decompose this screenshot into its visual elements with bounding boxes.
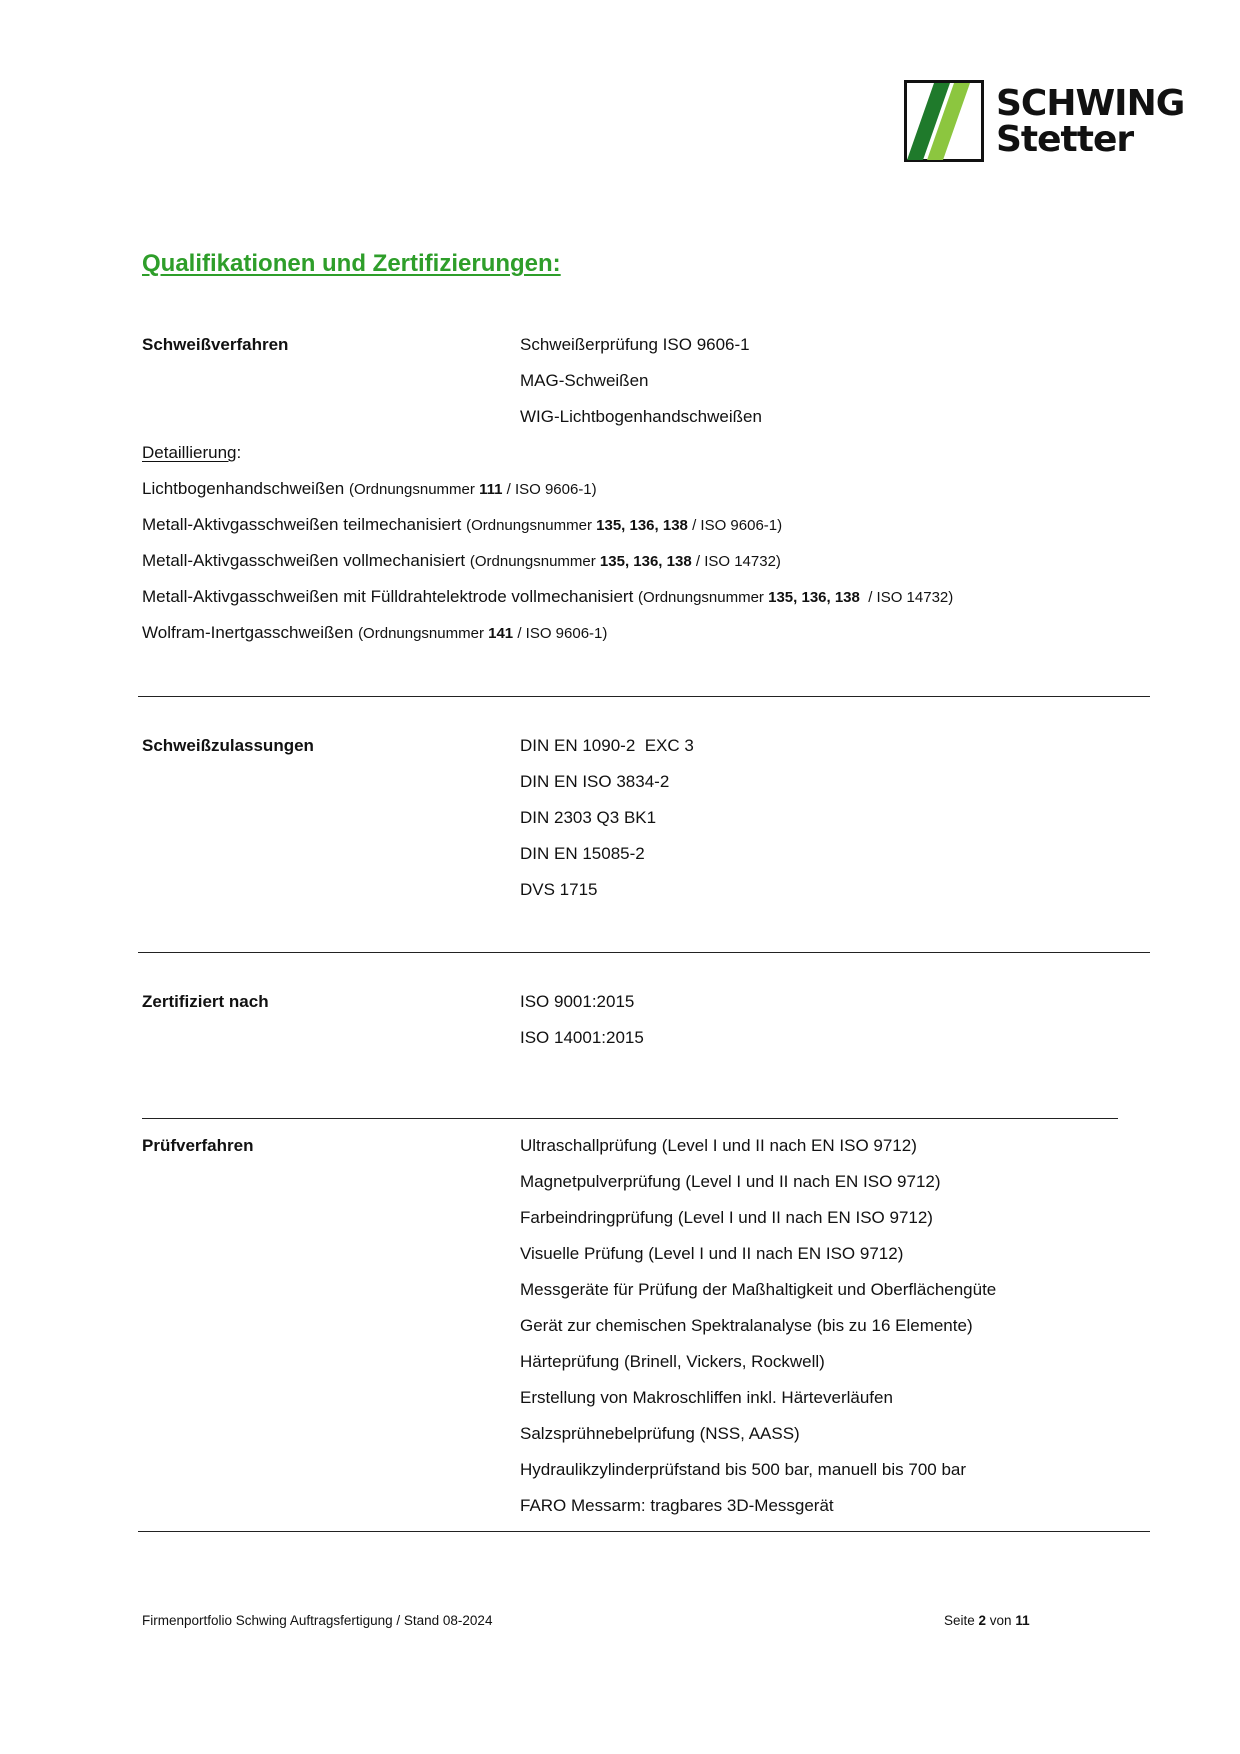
page-total: 11 <box>1015 1613 1030 1628</box>
detail-ref-prefix: (Ordnungsnummer <box>358 625 489 642</box>
value-item: Salzsprühnebelprüfung (NSS, AASS) <box>520 1424 800 1443</box>
detail-ref-standard: / ISO 9606-1) <box>502 481 597 498</box>
detail-ref-standard: / ISO 14732) <box>691 553 781 570</box>
value-item: ISO 14001:2015 <box>520 1028 644 1047</box>
detail-ref-numbers: 141 <box>488 625 514 642</box>
section-label-schweisszulassungen: Schweißzulassungen <box>142 736 314 755</box>
detail-ref-standard: / ISO 14732) <box>859 589 954 606</box>
section-label-pruefverfahren: Prüfverfahren <box>142 1136 254 1155</box>
page-prefix: Seite <box>944 1613 979 1628</box>
value-item: DIN EN 1090-2 EXC 3 <box>520 736 694 755</box>
section-label-schweissverfahren: Schweißverfahren <box>142 335 289 354</box>
detail-ref-prefix: (Ordnungsnummer <box>469 553 600 570</box>
detail-ref-prefix: (Ordnungsnummer <box>466 517 597 534</box>
detail-ref-numbers: 135, 136, 138 <box>596 517 688 534</box>
value-item: Visuelle Prüfung (Level I und II nach EN ISO 9712) <box>520 1244 904 1263</box>
value-item: Ultraschallprüfung (Level I und II nach EN ISO 9712) <box>520 1136 917 1155</box>
value-item: MAG-Schweißen <box>520 371 649 390</box>
section-divider <box>142 1118 1118 1119</box>
detail-line <box>142 586 953 609</box>
footer-document-info: Firmenportfolio Schwing Auftragsfertigung / Stand 08-2024 <box>142 1613 493 1628</box>
value-item: DIN EN 15085-2 <box>520 844 645 863</box>
logo-line1: SCHWING <box>996 83 1185 124</box>
detail-ref-numbers: 135, 136, 138 <box>599 553 692 570</box>
page-separator: von <box>986 1613 1016 1628</box>
detail-process-name: Metall-Aktivgasschweißen vollmechanisiert <box>142 551 466 570</box>
value-item: DVS 1715 <box>520 880 598 899</box>
logo-mark-icon <box>904 80 984 162</box>
value-item: DIN EN ISO 3834-2 <box>520 772 670 791</box>
value-item: Messgeräte für Prüfung der Maßhaltigkeit und Oberflächengüte <box>520 1280 997 1299</box>
section-divider <box>138 1531 1150 1532</box>
detail-ref-numbers: 135, 136, 138 <box>768 589 860 606</box>
detail-process-name: Lichtbogenhandschweißen <box>142 479 345 498</box>
value-item: DIN 2303 Q3 BK1 <box>520 808 657 827</box>
value-item: FARO Messarm: tragbares 3D-Messgerät <box>520 1496 834 1515</box>
detail-ref-numbers: 111 <box>479 481 503 498</box>
detail-ref-prefix: (Ordnungsnummer <box>349 481 480 498</box>
detail-heading-label: Detaillierung <box>142 443 237 462</box>
detail-ref-prefix: (Ordnungsnummer <box>638 589 769 606</box>
value-item: Magnetpulverprüfung (Level I und II nach EN ISO 9712) <box>520 1172 941 1191</box>
section-divider <box>138 696 1150 697</box>
section-label-zertifiziert: Zertifiziert nach <box>142 992 269 1011</box>
company-logo <box>904 80 1185 164</box>
value-item: ISO 9001:2015 <box>520 992 635 1011</box>
value-item: Härteprüfung (Brinell, Vickers, Rockwell) <box>520 1352 825 1371</box>
detail-heading-colon: : <box>236 443 242 462</box>
value-item: Hydraulikzylinderprüfstand bis 500 bar, manuell bis 700 bar <box>520 1460 967 1479</box>
detail-process-name: Wolfram-Inertgasschweißen <box>142 623 354 642</box>
page-current: 2 <box>978 1613 987 1628</box>
detail-ref-standard: / ISO 9606-1) <box>513 625 608 642</box>
detail-process-name: Metall-Aktivgasschweißen teilmechanisiert <box>142 515 462 534</box>
value-item: Gerät zur chemischen Spektralanalyse (bis zu 16 Elemente) <box>520 1316 973 1335</box>
section-divider <box>138 952 1150 953</box>
footer-page-number <box>944 1612 1030 1630</box>
detail-line <box>142 622 607 645</box>
detail-line <box>142 514 782 537</box>
value-item: WIG-Lichtbogenhandschweißen <box>520 407 762 426</box>
page-title: Qualifikationen und Zertifizierungen: <box>142 250 561 277</box>
logo-line2: Stetter <box>996 119 1134 160</box>
detail-line <box>142 478 597 501</box>
value-item: Schweißerprüfung ISO 9606-1 <box>520 335 750 354</box>
detail-ref-standard: / ISO 9606-1) <box>687 517 783 534</box>
value-item: Erstellung von Makroschliffen inkl. Härteverläufen <box>520 1388 893 1407</box>
value-item: Farbeindringprüfung (Level I und II nach EN ISO 9712) <box>520 1208 933 1227</box>
detail-line <box>142 550 781 573</box>
logo-wordmark <box>996 83 1185 160</box>
detail-process-name: Metall-Aktivgasschweißen mit Fülldrahtelektrode vollmechanisiert <box>142 587 634 606</box>
detail-heading <box>142 442 241 464</box>
